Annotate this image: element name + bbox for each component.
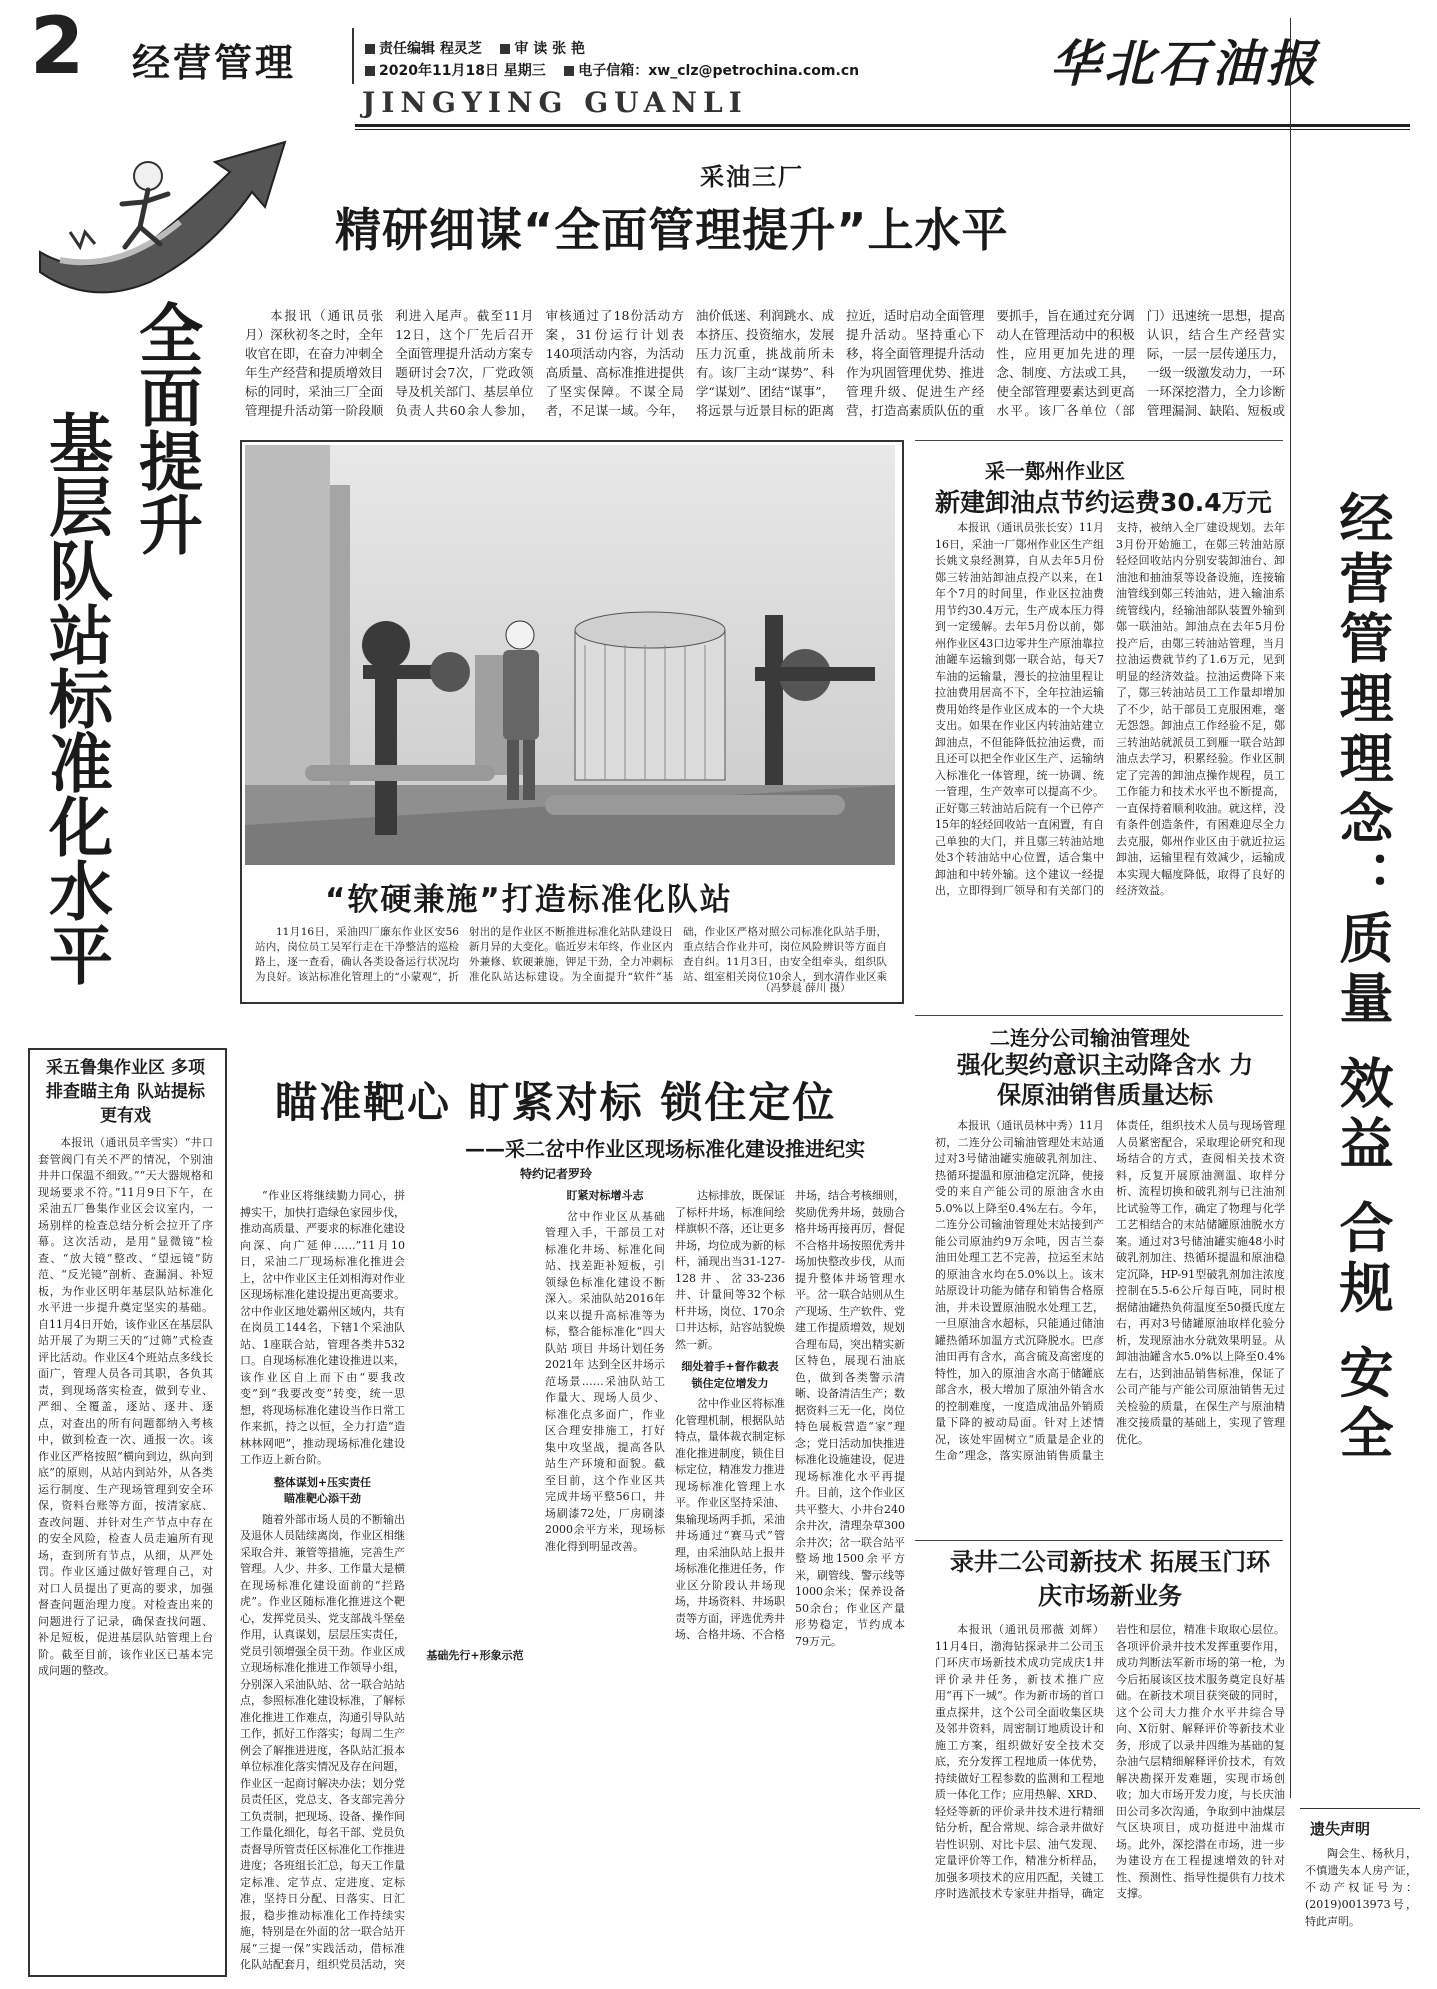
lead-body-text: 本报讯（通讯员张月）深秋初冬之时，全年收官在即，在奋力冲刺全年生产经营和提质增效目标的同时，采油三厂全面管理提升活动第一阶段顺利进入尾声。截至11月12日，这个厂先后召开全面管理提升活动方案专题研讨会7次，厂党政领导及机关部门、基层单位负责人共60余人参加，审核通过了18份活动方案，31份运行计划表140项活动内容，为活动高质量、高标准推进提供了坚实保障。不谋全局者，不足谋一域。今年，油价低迷、利润跳水、成本挤压、投资缩水，发展压力沉重，挑战前所未有。该厂主动“谋势”、科学“谋划”、团结“谋事”，将远景与近景目标的距离拉近，适时启动全面管理提升活动。坚持重心下移，将全面管理提升活动作为巩固管理优势、推进管理升级、促进生产经营，打造高素质队伍的重要抓手，旨在通过充分调动人在管理活动中的积极性，应用更加先进的理念、制度、方法或工具，使全部管理要素达到更高水平。该厂各单位（部门）迅速统一思想，提高认识，结合生产经营实际，一层一层传递压力，一级一级激发动力，一环一环深挖潜力，全力诊断管理漏洞、缺陷、短板或 [245,308,1285,418]
feature-sub3a: 细处着手+督作截表 [681,1360,779,1373]
photo-credit: （冯梦晨 薛川 摄） [760,982,851,994]
big-vertical-title-2: 基层队站标准化水平 [38,410,113,986]
email-info: 电子信箱：xw_clz@petrochina.com.cn [578,63,860,79]
feature-sub2b: 盯紧对标增斗志 [566,1189,644,1202]
notice-text: 陶会生、杨秋月，不慎遗失本人房产证，不动产权证号为：(2019)0013973号，特此声明。 [1305,1847,1417,1928]
feature-sub1b: 瞄准靶心添干劲 [284,1492,361,1505]
feature-body4: 达标排放，既保证了标杆井场，标准间绘样旗帜不落，还让更多井场，均位成为新的标杆，涌现出当31-127-128井、岔33-236井、计量间等32个标杆井场，岗位、170余口井达标，站容站貌焕然一新。 [675,1189,785,1351]
issue-date: 2020年11月18日 星期三 [379,63,546,79]
feature-col2 [415,1188,665,1973]
slogan-text: 经营管理理念：质量 效益 合规 安全 [1331,490,1394,1465]
feature-body5: 岔中作业区将标准化管理机制，根据队站特点，量体裁衣制定标准化推进制度，锁住目标定位，精准发力推进现场标准化管理上水平。作业区坚持采油、集输现场两手抓，采油井场通过“赛马式”管理，由采油队站上报井场标准化推进任务，作业区分阶段认井场现场，井场资料、井场职责等方面，评选优秀井场、合格井场、不合格井场，结合考核细则，奖励优秀井场，鼓励合格井场再接再厉，督促不合格井场按照优秀井场加快整改步伐，从而提升整体井场管理水平。岔一联合站则从生产现场、生产软件、党建工作提质增效，规划合理布局，突出精实新区特色，展现石油底色，做到各类警示清晰、设备清洁生产；数据资料三无一化，岗位特色展板营造“家”理念；党日活动加快推进标准化设施建设，促进现场标准化水平再提升。目前，这个作业区共平整大、小井台240余井次，清理杂草300余井次；岔一联合站平整场地1500余平方米，刷管线、警示线等1000余米；保养设备50余台；作业区产量形势稳定，节约成本79万元。 [675,1189,905,1648]
luojing-body [935,1622,1285,1977]
page-number: 2 [30,2,85,92]
zhengzhou-body [935,520,1285,1010]
big-vertical-title-1: 全面提升 [128,300,203,556]
feature-byline: 特约记者罗玲 [520,1167,593,1181]
header-rule [355,124,1410,127]
photo-story-text: 11月16日，采油四厂廉东作业区安56站内，岗位员工吴军行走在干净整洁的巡检路上，逐一查看，确认各类设备运行状况均为良好。该站标准化管理上的“小蒙观”，折射出的是作业区不断推进标准化站队建设日新月异的大变化。临近岁末年终，作业区内外兼修、软硬兼施，钾足干劲，全力冲刺标准化队站达标建设。为全面提升“软件”基础，作业区严格对照公司标准化队站手册，重点结合作业井可，岗位风险辨识等方面自查自纠。11月3日，由安全组牵头，组织队站、组室相关岗位10余人，到水清作业区乘 [255,926,887,983]
erlian-title: 强化契约意识主动降含水 力保原油销售质量达标 [956,1051,1254,1109]
feature-sub1a: 整体谋划+压实责任 [273,1475,372,1489]
feature-col1 [240,1188,405,1973]
lead-kicker: 采油三厂 [700,163,804,191]
editor-info: 责任编辑 程灵芝 [379,41,482,57]
zhengzhou-title: 新建卸油点节约运费30.4万元 [935,488,1272,517]
zhengzhou-top-rule [915,440,1283,441]
zhengzhou-text: 本报讯（通讯员张长安）11月16日，采油一厂鄚州作业区生产组长姚文泉经测算，自从去年5月份鄚三转油站卸油点投产以来，在1年个7月的时间里，作业区拉油费用节约30.4万元，生产成本压力得到一定缓解。去年5月份以前，鄚州作业区43口边零井生产原油靠拉油罐车运输到鄚一联合站，每天7车油的运输量，漫长的拉油里程让拉油费用居高不下，全年拉油运输费用始终是作业区成本的一个大块支出。如果在作业区内转油站建立卸油点，不但能降低拉油运费，而且还可以把全作业区生产、运输纳入标准化一体管理，统一协调、统一管理，生产效率可以提高不少。正好鄚三转油站后院有一个已停产15年的轻烃回收站一直闲置，有自己单独的大门，并且鄚三转油站地处3个转油站中心位置，适合集中卸油和中转外输。这个建议一经提出，立即得到厂领导和有关部门的支持，被纳入全厂建设规划。去年3月份开始施工，在鄚三转油站原轻烃回收站内分别安装卸油台、卸油池和抽油泵等设备设施，连接输油管线到鄚三转油站，进入输油系统管线内，经输油部队装置外输到鄚一联油站。卸油点在去年5月份投产后，由鄚三转油站管理，当月拉油运费就节约了1.6万元，见到明显的经济效益。拉油运费降下来了，鄚三转油站员工工作量却增加了不少，站干部员工克服困难，毫无怨怨。卸油点工作经验不足，鄚三转油站就派员工到雁一联合站卸油点去学习，积累经验。作业区制定了完善的卸油点操作规程，员工工作能力和技术水平也不断提高，一直保持着顺利收油。就这样，没有条件创造条件，有困难迎尽全力去克服，鄚州作业区由于就近拉运卸油，运输里程有效减少，运输成本实现大幅度降低，取得了良好的经济效益。 [935,521,1285,897]
header-divider [352,28,354,84]
wuwu-body [38,1135,213,1965]
photo-story-title: “软硬兼施”打造标准化队站 [325,882,733,918]
notice-title: 遗失声明 [1310,1820,1371,1838]
feature-body3: 岔中作业区从基础管理入手，干部员工对标准化井场、标准化间站、找差距补短板，引领绿色标准化建设不断深入。采油队站2016年以来以提升高标准等为标，整合能标准化“四大队站 项目 井场计划任务 2021年 达到全区井场示范场景……采油队站工作量大、现场人员少、标准化点多面广，作业区合理安排施工，打好集中攻坚战，提高各队站生产环境和面貌。截至目前，这个作业区共完成井场平整56口，井场刷漆72处，厂房刷漆2000余平方米，现场标准化得到明显改善。 [545,1209,665,1553]
feature-sub3b: 锁住定位增发力 [691,1376,769,1390]
arrow-surfer-icon [30,132,300,302]
header-rule-thin [355,129,1410,130]
lead-title: 精研细谋“全面管理提升”上水平 [335,203,1009,257]
feature-body2: 随着外部市场人员的不断输出及退休人员陆续离岗，作业区相继采取合并、兼管等措施，完善生产管理。人少、井多、工作量大是横在现场标准化建设面前的“拦路虎”。作业区随标准化推进这个靶心，发挥党员头、党支部战斗堡垒作用，认真谋划，层层压实责任，党员引领增强全员干劲。作业区成立现场标准化推进工作领导小组，分别深入采油队站、岔一联合站站点，参照标准化建设标准，了解标准化推进工作难点，沟通引导队站工作，抓好工作落实；每周二生产例会了解推进进度，各队站汇报本单位标准化落实情况及存在问题，作业区一起商讨解决办法；划分党员责任区，党总支、各支部完善分工负责制，把现场、设备、操作间工作量化细化，每名干部、党员负责督导所管责任区标准化工作推进进度；各班组长汇总，每天工作量定标准、定节点、定进度、定标准，坚持日分配、日落实、日汇报，稳步推动标准化工作持续实施，特别是在外面的岔一联合站开展“三提一保”实践活动，借标准化队站配套月，组织党员活动，突 [240,1512,405,1971]
erlian-text: 本报讯（通讯员林中秀）11月初，二连分公司输油管理处末站通过对3号储油罐实施破乳剂加注、热循环提温和原油稳定沉降，使接受的来自产能公司的原油含水由5.0%以上降至0.4%左右。今年，二连分公司输油管理处末站接到产能公司原油约9万余吨，因吉兰泰油田处理工艺不完善，拉运至末站的原油含水均在5.0%以上。该末站原设计功能为储存和销售合格原油，并未设置原油脱水处理工艺，一旦原油含水超标，只能通过储油罐热循环加温方式沉降脱水。巴彦油田再有含水，高含硫及高密度的特性，加入的原油含水高于储罐底部含水，极大增加了原油外销含水的控制难度，一度造成油品外销质量下降的被动局面。针对上述情况，该处牢固树立“质量是企业的生命”理念，落实原油销售质量主体责任，组织技术人员与现场管理人员紧密配合，采取理论研究和现场结合的方式，查阅相关技术资料，反复开展原油测温、取样分析、流程切换和破乳剂与已注油剂比试验等工作，确定了物理与化学工艺相结合的末站储罐原油脱水方案。通过对3号储油罐实施48小时破乳剂加注、热循环提温和原油稳定沉降，HP-91型破乳剂加注浓度控制在5.5-6公斤每百吨，同时根据储油罐热负荷温度至50摄氏度左右，再对3号储罐原油取样化验分析，发现原油水分就效果明显。从卸油油罐含水5.0%以上降至0.4%左右，达到油品销售标准，保证了公司产能与产能公司原油销售无过关检验的质量，在保生产与原油精准交接质量的基础上，实现了管理优化。 [935,1119,1285,1462]
erlian-kicker: 二连分公司输油管理处 [990,1026,1190,1050]
photo-oilfield-worker [245,445,895,865]
feature-col3 [675,1188,905,1973]
wuwu-title: 采五鲁集作业区 多项排查瞄主角 队站提标更有戏 [46,1058,205,1126]
section-title: 经营管理 [132,41,297,85]
luojing-top-rule [915,1540,1283,1541]
proofreader-info: 审 读 张 艳 [514,41,585,57]
feature-title: 瞄准靶心 盯紧对标 锁住定位 [275,1078,837,1127]
feature-body1: “作业区将继续勤力同心，拼搏实干，加快打造绿色家园步伐，推动高质量、严要求的标准化建设向深、向广延伸……”11月10日，采油二厂现场标准化推进会上，岔中作业区主任刘相海对作业区现场标准化建设提出更高要求。岔中作业区地处霸州区域内，共有在岗员工144名，下辖1个采油队站、1座联合站，管理各类井532口。自现场标准化建设推进以来，该作业区自上而下由“要我改变”到“我要改变”转变，统一思想，将现场标准化建设当作日常工作来抓，持之以恒，全力打造“造林林网吧”，推动现场标准化建设工作迈上新台阶。 [240,1189,405,1466]
wuwu-text: 本报讯（通讯员辛雪实）“井口套管阀门有关不严的情况，个别油井井口保温不细致。”“天大器规格和现场要求不符。”11月9日下午，在采油五厂鲁集作业区会议室内，一场别样的检查总结分析会拉开了序幕。这次活动，是用“显微镜”检查、“放大镜”整改、“望远镜”防范、“反光镜”剖析、查漏洞、补短板，为作业区明年基层队站标准化水平进一步提升奠定坚实的基础。自11月4日开始，该作业区在基层队站开展了为期三天的“过筛”式检查评比活动。作业区4个班站点多线长面广，管理人员各司其职，各负其责，到现场落实检查，做到专业、严细、全覆盖，逐站、逐井、逐点，对查出的所有问题都纳入考核中，做到检查一次、通报一次。该作业区严格按照“横向到边，纵向到底”的原则，从站内到站外，从各类运行制度、生产现场管理到安全环保，资料台账等方面，按清家底、查改问题、并针对生产节点中存在的安全风险，检查人员走遍所有现场，查到所有节点，从细，从严处罚。作业区通过做好管理自己，对对口人员提出了更高的要求，加强督查问题治理力度。对检查出来的问题进行了记录，确保查找问题、补足短板，促进基层队站管理上台阶。截至目前，该作业区已基本完成问题的整改。 [38,1136,213,1677]
feature-subtitle: ——采二岔中作业区现场标准化建设推进纪实 [465,1137,865,1161]
luojing-title: 录井二公司新技术 拓展玉门环庆市场新业务 [949,1548,1271,1610]
newspaper-logo: 华北石油报 [1050,34,1320,93]
notice-body [1305,1845,1417,1975]
zhengzhou-kicker: 采一鄚州作业区 [985,459,1125,483]
notice-rule [1300,1808,1420,1809]
feature-sub2a: 基础先行+形象示范 [426,1649,524,1662]
lead-body [245,306,1285,432]
section-pinyin: JINGYING GUANLI [362,86,748,119]
header-meta-line2 [365,60,873,80]
erlian-body [935,1118,1285,1530]
erlian-top-rule [915,1015,1283,1016]
header-meta-line1 [365,38,599,58]
luojing-text: 本报讯（通讯员邢薇 刘辉）11月4日，渤海钻探录井二公司玉门环庆市场新技术成功完成庆1井评价录井任务，新技术推广应用“再下一城”。作为新市场的首口重点探井，这个公司全面收集区块及邻井资料，周密制订地质设计和施工方案，组织做好安全技术交底，充分发挥工程地质一体优势，持续做好工程参数的监测和工程地质一体化工作；应用热解、XRD、轻烃等新的评价录井技术进行精细钻分析，配合常规、综合录井做好岩性识别、对比卡层、油气发现、定量评价等工作，精准分析样品，加强多项技术的应用匹配，关键工序时选派技术专家驻井指导，确定岩性和层位，精准卡取取心层位。各项评价录井技术发挥重要作用，成功判断法军新市场的第一枪，为今后拓展该区技术服务奠定良好基础。在新技术项目获突破的同时，这个公司大力推介水平井综合导向、X衍射、解释评价等新技术业务，形成了以录井四维为基础的复杂油气层精细解释评价技术，有效解决勘探开发难题，实现市场创收；加大市场开发力度，与长庆油田公司多次沟通，争取到中油煤层气区块项目，成功挺进中油煤市场。此外，深挖潜在市场，进一步为建设方在工程提速增效的针对性、预测性、指导性提供有力技术支撑。 [935,1623,1285,1900]
